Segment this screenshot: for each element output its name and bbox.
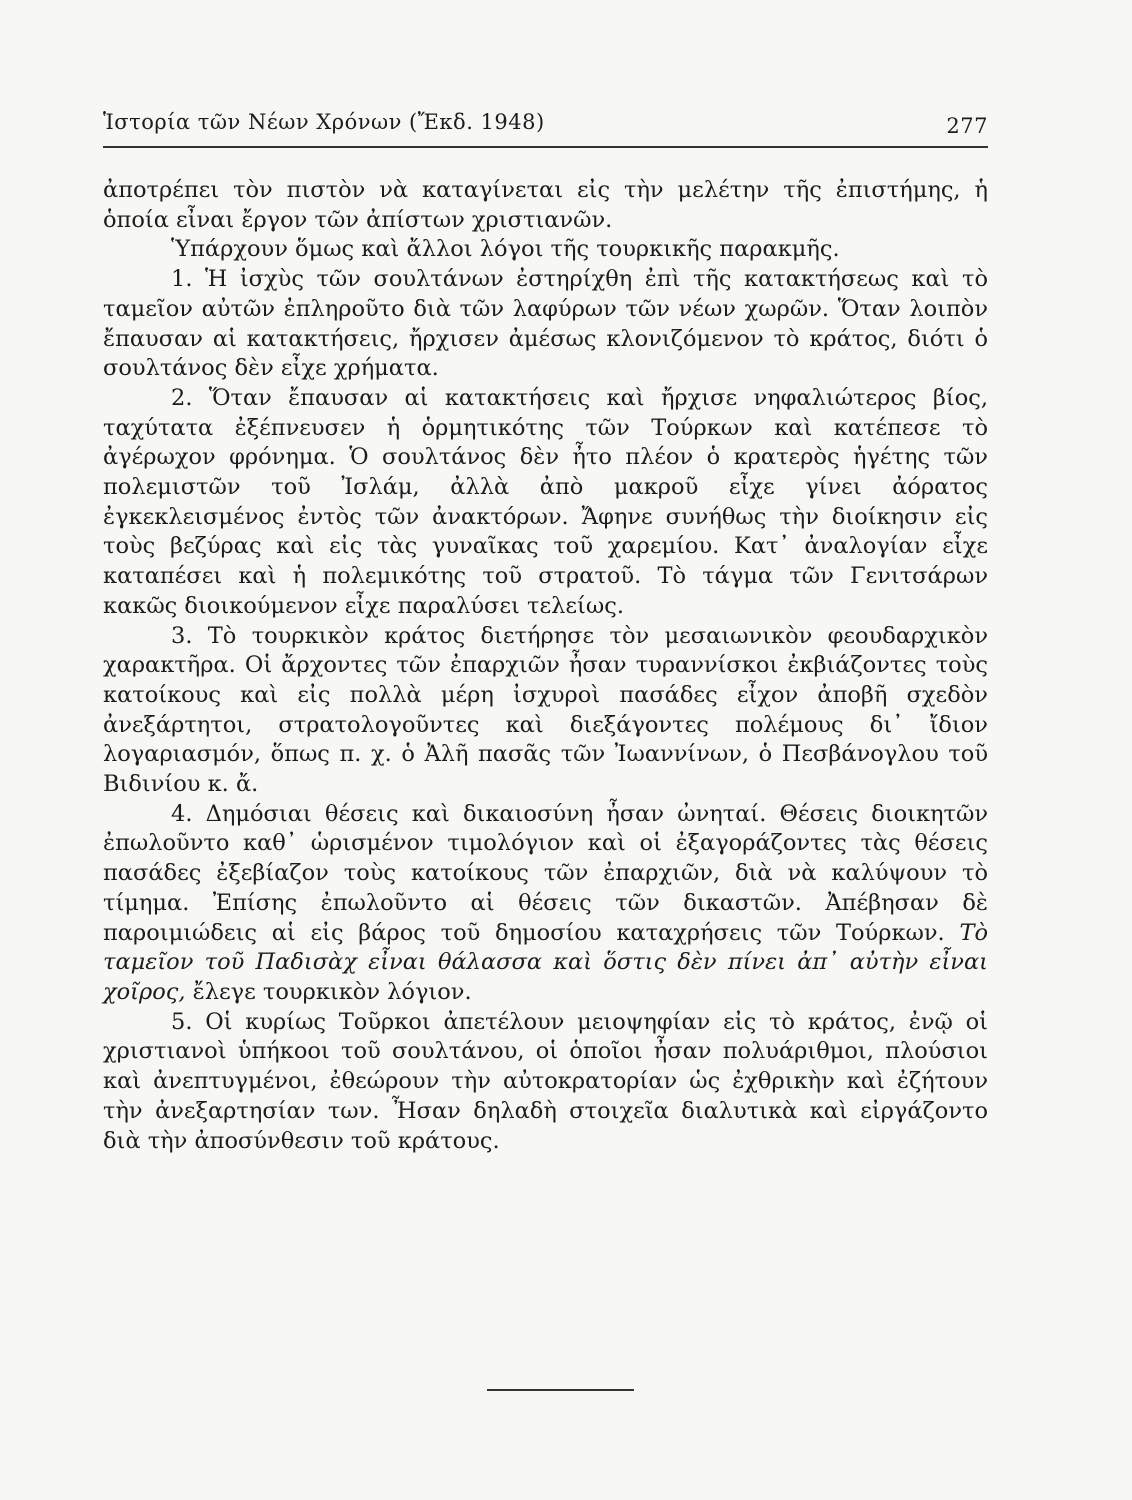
paragraph-intro: Ὑπάρχουν ὅμως καὶ ἄλλοι λόγοι τῆς τουρκικῆς παρακμῆς. <box>171 236 840 263</box>
paragraph-point-4 <box>103 800 988 1008</box>
turkish-saying-quote: Τὸ ταμεῖον τοῦ Παδισὰχ εἶναι θάλασσα καὶ ὅστις δὲν πίνει ἀπ᾽ αὐτὴν εἶναι χοῖρος, <box>103 919 988 1005</box>
paragraph-point-1: 1. Ἡ ἰσχὺς τῶν σουλτάνων ἐστηρίχθη ἐπὶ τῆς κατακτήσεως καὶ τὸ ταμεῖον αὐτῶν ἐπληροῦτο διὰ τῶν λαφύρων τῶν νέων χωρῶν. Ὅταν λοιπὸν ἔπαυσαν αἱ κατακτήσεις, ἤρχισεν ἀμέσως κλονιζόμενον τὸ κράτος, διότι ὁ σουλτάνος δὲν εἶχε χρήματα. <box>103 266 988 382</box>
running-header <box>103 106 988 146</box>
paragraph-continuation: ἀποτρέπει τὸν πιστὸν νὰ καταγίνεται εἰς τὴν μελέτην τῆς ἐπιστήμης, ἡ ὁποία εἶναι ἔργον τῶν ἀπίστων χριστιανῶν. <box>103 177 988 233</box>
paragraph-point-3: 3. Τὸ τουρκικὸν κράτος διετήρησε τὸν μεσαιωνικὸν φεουδαρχικὸν χαρακτῆρα. Οἱ ἄρχοντες τῶν ἐπαρχιῶν ἦσαν τυραννίσκοι ἐκβιάζοντες τοὺς κατοίκους καὶ εἰς πολλὰ μέρη ἰσχυροὶ πασάδες εἶχον ἀποβῆ σχεδὸν ἀνεξάρτητοι, στρατολογοῦντες καὶ διεξάγοντες πολέμους δι᾽ ἴδιον λογαριασμόν, ὅπως π. χ. ὁ Ἀλῆ πασᾶς τῶν Ἰωαννίνων, ὁ Πεσβάνογλου τοῦ Βιδινίου κ. ἄ. <box>103 622 988 798</box>
header-rule <box>103 146 988 148</box>
point-4-text: 4. Δημόσιαι θέσεις καὶ δικαιοσύνη ἦσαν ὠνηταί. Θέσεις διοικητῶν ἐπωλοῦντο καθ᾽ ὡρισμένον τιμολόγιον καὶ οἱ ἐξαγοράζοντες τὰς θέσεις πασάδες ἐξεβίαζον τοὺς κατοίκους τῶν ἐπαρχιῶν, διὰ νὰ καλύψουν τὸ τίμημα. Ἐπίσης ἐπωλοῦντο αἱ θέσεις τῶν δικαστῶν. Ἀπέβησαν δὲ παροιμιώδεις αἱ εἰς βάρος τοῦ δημοσίου καταχρήσεις τῶν Τούρκων. <box>103 800 988 946</box>
page-number: 277 <box>946 114 988 138</box>
running-title: Ἱστορία τῶν Νέων Χρόνων (Ἔκδ. 1948) <box>103 110 545 134</box>
end-rule <box>487 1389 634 1391</box>
paragraph-point-2: 2. Ὅταν ἔπαυσαν αἱ κατακτήσεις καὶ ἤρχισε νηφαλιώτερος βίος, ταχύτατα ἐξέπνευσεν ἡ ὁρμητικότης τῶν Τούρκων καὶ κατέπεσε τὸ ἀγέρωχον φρόνημα. Ὁ σουλτάνος δὲν ἦτο πλέον ὁ κρατερὸς ἡγέτης τῶν πολεμιστῶν τοῦ Ἰσλάμ, ἀλλὰ ἀπὸ μακροῦ εἶχε γίνει ἀόρατος ἐγκεκλεισμένος ἐντὸς τῶν ἀνακτόρων. Ἄφηνε συνήθως τὴν διοίκησιν εἰς τοὺς βεζύρας καὶ εἰς τὰς γυναῖκας τοῦ χαρεμίου. Κατ᾽ ἀναλογίαν εἶχε καταπέσει καὶ ἡ πολεμικότης τοῦ στρατοῦ. Τὸ τάγμα τῶν Γενιτσάρων κακῶς διοικούμενον εἶχε παραλύσει τελείως. <box>103 384 988 619</box>
body-text <box>103 176 988 1156</box>
paragraph-point-5: 5. Οἱ κυρίως Τοῦρκοι ἀπετέλουν μειοψηφίαν εἰς τὸ κράτος, ἐνῷ οἱ χριστιανοὶ ὑπήκοοι τοῦ σουλτάνου, οἱ ὁποῖοι ἦσαν πολυάριθμοι, πλούσιοι καὶ ἀνεπτυγμένοι, ἐθεώρουν τὴν αὐτοκρατορίαν ὡς ἐχθρικὴν καὶ ἐζήτουν τὴν ἀνεξαρτησίαν των. Ἦσαν δηλαδὴ στοιχεῖα διαλυτικὰ καὶ εἰργάζοντο διὰ τὴν ἀποσύνθεσιν τοῦ κράτους. <box>103 1008 988 1154</box>
point-4-text-end: ἔλεγε τουρκικὸν λόγιον. <box>185 978 472 1005</box>
